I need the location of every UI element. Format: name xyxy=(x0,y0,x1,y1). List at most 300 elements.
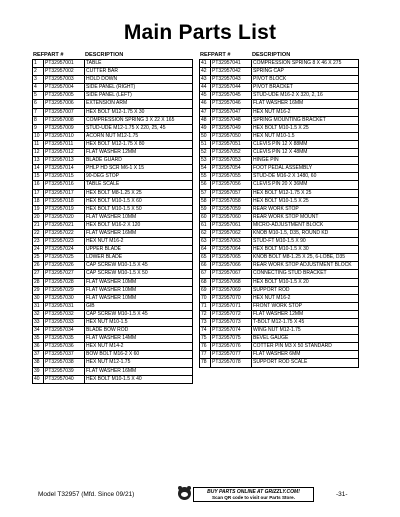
part-number-cell: PT32957007 xyxy=(44,109,85,116)
ref-cell: 69 xyxy=(200,287,211,294)
table-row xyxy=(200,198,358,206)
ref-cell: 25 xyxy=(33,254,44,261)
table-row xyxy=(33,149,192,157)
table-row xyxy=(200,68,358,76)
part-number-cell: PT32957036 xyxy=(44,343,85,350)
description-cell: HEX BOLT M10-1.5 X 25 xyxy=(253,197,309,204)
part-number-cell: PT32957050 xyxy=(211,133,252,140)
ref-cell: 9 xyxy=(33,125,44,132)
table-row xyxy=(33,68,192,76)
ref-cell: 66 xyxy=(200,262,211,269)
table-row xyxy=(200,76,358,84)
table-row xyxy=(200,141,358,149)
table-row xyxy=(33,222,192,230)
part-number-cell: PT32957051 xyxy=(211,141,252,148)
table-row xyxy=(200,125,358,133)
ref-cell: 43 xyxy=(200,76,211,83)
ref-cell: 23 xyxy=(33,238,44,245)
table-row xyxy=(200,311,358,319)
part-number-cell: PT32957011 xyxy=(44,141,85,148)
description-cell: FLAT WASHER 16MM xyxy=(86,367,137,374)
part-number-cell: PT32957077 xyxy=(211,351,252,358)
description-cell: SPRING MOUNTING BRACKET xyxy=(253,116,326,123)
ref-cell: 13 xyxy=(33,157,44,164)
table-row xyxy=(200,351,358,359)
description-cell: STUD-UDE M12-1.75 X 220, 25, 45 xyxy=(86,124,166,131)
description-cell: STUD-UDE M16-2 X 320, 2, 16 xyxy=(253,92,323,99)
ref-cell: 63 xyxy=(200,238,211,245)
ref-cell: 32 xyxy=(33,311,44,318)
part-number-cell: PT32957055 xyxy=(211,173,252,180)
table-row xyxy=(200,157,358,165)
ref-cell: 72 xyxy=(200,311,211,318)
part-number-cell: PT32957058 xyxy=(211,198,252,205)
ref-cell: 27 xyxy=(33,270,44,277)
description-cell: CAP SCREW M10-1.5 X 45 xyxy=(86,310,148,317)
ref-cell: 36 xyxy=(33,343,44,350)
description-cell: PIVOT BRACKET xyxy=(253,84,293,91)
ref-cell: 48 xyxy=(200,117,211,124)
part-number-cell: PT32957047 xyxy=(211,109,252,116)
description-cell: FOOT PEDAL ASSEMBLY xyxy=(253,165,313,172)
table-header xyxy=(199,50,359,59)
part-number-cell: PT32957016 xyxy=(44,181,85,188)
ref-cell: 68 xyxy=(200,279,211,286)
table-row xyxy=(33,270,192,278)
ref-cell: 77 xyxy=(200,351,211,358)
description-header: DESCRIPTION xyxy=(85,52,124,58)
table-row xyxy=(33,117,192,125)
part-number-cell: PT32957070 xyxy=(211,295,252,302)
table-row xyxy=(33,368,192,376)
description-cell: HEX NUT M16-2 xyxy=(253,294,291,301)
ref-cell: 35 xyxy=(33,335,44,342)
description-cell: TABLE SCALE xyxy=(86,181,120,188)
part-number-cell: PT32957046 xyxy=(211,100,252,107)
ref-cell: 17 xyxy=(33,190,44,197)
table-row xyxy=(33,100,192,108)
description-cell: STUD-FT M10-1.5 X 90 xyxy=(253,238,306,245)
part-number-cell: PT32957039 xyxy=(44,368,85,375)
table-row xyxy=(33,295,192,303)
description-header: DESCRIPTION xyxy=(252,52,291,58)
description-cell: COMPRESSION SPRING 3 X 22 X 165 xyxy=(86,116,175,123)
part-number-cell: PT32957033 xyxy=(44,319,85,326)
description-cell: EXTENSION ARM xyxy=(86,100,128,107)
table-row xyxy=(200,319,358,327)
description-cell: HEX BOLT M12-1.75 X 80 xyxy=(86,140,145,147)
ref-cell: 16 xyxy=(33,181,44,188)
table-row xyxy=(33,181,192,189)
promo-headline: BUY PARTS ONLINE AT GRIZZLY.COM! xyxy=(207,488,300,495)
table-row xyxy=(200,270,358,278)
ref-cell: 20 xyxy=(33,214,44,221)
description-cell: FLAT WASHER 10MM xyxy=(86,278,137,285)
ref-cell: 76 xyxy=(200,343,211,350)
table-row xyxy=(33,84,192,92)
description-cell: CLEVIS PIN 12 X 48MM xyxy=(253,149,308,156)
description-cell: HEX BOLT M10-1.5 X 25 xyxy=(253,124,309,131)
part-number-header: PART # xyxy=(44,52,64,58)
table-row xyxy=(200,92,358,100)
description-cell: FLAT WASHER 12MM xyxy=(253,310,304,317)
description-cell: COTTER PIN M3 X 50 STANDARD xyxy=(253,343,332,350)
part-number-cell: PT32957075 xyxy=(211,335,252,342)
grizzly-bear-logo-icon xyxy=(178,487,191,500)
description-cell: HEX BOLT M10-1.5 X 40 xyxy=(86,375,142,382)
description-cell: LOWER BLADE xyxy=(86,254,123,261)
ref-cell: 71 xyxy=(200,303,211,310)
ref-cell: 4 xyxy=(33,84,44,91)
table-row xyxy=(33,133,192,141)
table-row xyxy=(200,327,358,335)
part-number-cell: PT32957059 xyxy=(211,206,252,213)
description-cell: CLEVIS PIN 20 X 36MM xyxy=(253,181,308,188)
description-cell: CLEVIS PIN 12 X 88MM xyxy=(253,140,308,147)
table-row xyxy=(33,198,192,206)
description-cell: FLAT WASHER 12MM xyxy=(86,149,137,156)
ref-cell: 67 xyxy=(200,270,211,277)
description-cell: BLADE GUARD xyxy=(86,157,122,164)
ref-cell: 30 xyxy=(33,295,44,302)
ref-cell: 29 xyxy=(33,287,44,294)
ref-cell: 26 xyxy=(33,262,44,269)
table-row xyxy=(33,303,192,311)
table-row xyxy=(33,141,192,149)
ref-cell: 62 xyxy=(200,230,211,237)
description-cell: BLADE BOW ROD xyxy=(86,327,129,334)
table-row xyxy=(200,359,358,367)
part-number-cell: PT32957005 xyxy=(44,92,85,99)
ref-cell: 28 xyxy=(33,279,44,286)
ref-cell: 18 xyxy=(33,198,44,205)
description-cell: HEX BOLT M10-1.5 X 30 xyxy=(253,246,309,253)
ref-cell: 6 xyxy=(33,100,44,107)
part-number-cell: PT32957042 xyxy=(211,68,252,75)
description-cell: TABLE xyxy=(86,60,102,66)
description-cell: STUD-DE M16-2 X 1480, 60 xyxy=(253,173,317,180)
ref-cell: 60 xyxy=(200,214,211,221)
part-number-cell: PT32957037 xyxy=(44,351,85,358)
table-row xyxy=(33,173,192,181)
part-number-cell: PT32957066 xyxy=(211,262,252,269)
ref-cell: 11 xyxy=(33,141,44,148)
description-cell: HEX NUT M16-2 xyxy=(86,238,124,245)
part-number-cell: PT32957076 xyxy=(211,343,252,350)
part-number-cell: PT32957004 xyxy=(44,84,85,91)
part-number-cell: PT32957056 xyxy=(211,181,252,188)
description-cell: ACORN NUT M12-1.75 xyxy=(86,132,139,139)
ref-cell: 31 xyxy=(33,303,44,310)
table-row xyxy=(33,343,192,351)
table-row xyxy=(200,173,358,181)
part-number-cell: PT32957010 xyxy=(44,133,85,140)
table-row xyxy=(200,262,358,270)
part-number-cell: PT32957054 xyxy=(211,165,252,172)
ref-cell: 58 xyxy=(200,198,211,205)
ref-cell: 65 xyxy=(200,254,211,261)
table-row xyxy=(200,100,358,108)
table-row xyxy=(200,246,358,254)
part-number-cell: PT32957024 xyxy=(44,246,85,253)
description-cell: HEX NUT M10-1.5 xyxy=(86,319,128,325)
table-row xyxy=(33,335,192,343)
table-row xyxy=(33,287,192,295)
table-row xyxy=(33,60,192,68)
description-cell: MICRO-ADJUSTMENT BLOCK xyxy=(253,221,324,228)
ref-cell: 14 xyxy=(33,165,44,172)
ref-cell: 8 xyxy=(33,117,44,124)
part-number-cell: PT32957071 xyxy=(211,303,252,310)
description-cell: PIVOT BLOCK xyxy=(253,76,287,83)
description-cell: FLAT WASHER 6MM xyxy=(253,351,301,358)
part-number-cell: PT32957041 xyxy=(211,60,252,67)
ref-cell: 49 xyxy=(200,125,211,132)
description-cell: CONNECTING STUD BRACKET xyxy=(253,270,327,277)
part-number-cell: PT32957012 xyxy=(44,149,85,156)
ref-cell: 70 xyxy=(200,295,211,302)
ref-cell: 52 xyxy=(200,149,211,156)
description-cell: 90-DEG STOP xyxy=(86,173,119,180)
part-number-cell: PT32957014 xyxy=(44,165,85,172)
description-cell: KNOB M10-1.5, D35, ROUND KD xyxy=(253,229,329,236)
table-row xyxy=(200,214,358,222)
ref-cell: 74 xyxy=(200,327,211,334)
table-row xyxy=(33,109,192,117)
table-row xyxy=(33,76,192,84)
description-cell: HEX BOLT M8-1.25 X 25 xyxy=(86,189,142,196)
ref-cell: 19 xyxy=(33,206,44,213)
part-number-cell: PT32957029 xyxy=(44,287,85,294)
page-title: Main Parts List xyxy=(123,21,277,44)
part-number-cell: PT32957045 xyxy=(211,92,252,99)
description-cell: FRONT WORK STOP xyxy=(253,302,302,309)
ref-cell: 1 xyxy=(33,60,44,67)
part-number-cell: PT32957069 xyxy=(211,287,252,294)
part-number-cell: PT32957060 xyxy=(211,214,252,221)
ref-cell: 50 xyxy=(200,133,211,140)
ref-cell: 57 xyxy=(200,190,211,197)
part-number-cell: PT32957022 xyxy=(44,230,85,237)
ref-cell: 61 xyxy=(200,222,211,229)
table-row xyxy=(33,190,192,198)
part-number-cell: PT32957026 xyxy=(44,262,85,269)
table-row xyxy=(33,279,192,287)
table-row xyxy=(200,84,358,92)
ref-cell: 44 xyxy=(200,84,211,91)
description-cell: FLAT WASHER 16MM xyxy=(253,100,304,107)
description-cell: SUPPORT ROD SCALE xyxy=(253,359,308,366)
ref-cell: 2 xyxy=(33,68,44,75)
description-cell: KNOB BOLT M8-1.25 X 25, 6-LOBE, D35 xyxy=(253,254,346,261)
part-number-cell: PT32957068 xyxy=(211,279,252,286)
part-number-header: PART # xyxy=(211,52,231,58)
part-number-cell: PT32957009 xyxy=(44,125,85,132)
description-cell: HEX BOLT M12-1.75 X 30 xyxy=(86,108,145,115)
description-cell: FLAT WASHER 16MM xyxy=(86,229,137,236)
part-number-cell: PT32957030 xyxy=(44,295,85,302)
table-row xyxy=(200,279,358,287)
description-cell: CUTTER BAR xyxy=(86,68,118,75)
table-row xyxy=(33,157,192,165)
part-number-cell: PT32957018 xyxy=(44,198,85,205)
description-cell: HOLD DOWN xyxy=(86,76,118,83)
part-number-cell: PT32957035 xyxy=(44,335,85,342)
part-number-cell: PT32957027 xyxy=(44,270,85,277)
part-number-cell: PT32957003 xyxy=(44,76,85,83)
description-cell: HEX BOLT M10-1.5 X 50 xyxy=(86,205,142,212)
table-row xyxy=(33,238,192,246)
ref-header: REF xyxy=(33,52,45,58)
part-number-cell: PT32957019 xyxy=(44,206,85,213)
ref-cell: 33 xyxy=(33,319,44,326)
description-cell: HEX NUT M14-2 xyxy=(86,343,124,350)
description-cell: UPPER BLADE xyxy=(86,246,122,253)
description-cell: PHLP HD SCR M6-1 X 15 xyxy=(86,165,144,172)
table-header xyxy=(32,50,193,59)
description-cell: HEX BOLT M12-1.75 X 25 xyxy=(253,189,312,196)
table-row xyxy=(200,222,358,230)
description-cell: HEX BOLT M10-1.5 X 60 xyxy=(86,197,142,204)
part-number-cell: PT32957021 xyxy=(44,222,85,229)
description-cell: HEX BOLT M16-2 X 120 xyxy=(86,221,141,228)
table-row xyxy=(33,246,192,254)
table-row xyxy=(200,295,358,303)
table-row xyxy=(200,343,358,351)
description-cell: FLAT WASHER 14MM xyxy=(86,335,137,342)
table-row xyxy=(200,165,358,173)
description-cell: HEX NUT M10-1.5 xyxy=(253,132,295,139)
ref-cell: 34 xyxy=(33,327,44,334)
part-number-cell: PT32957043 xyxy=(211,76,252,83)
part-number-cell: PT32957052 xyxy=(211,149,252,156)
page-number: -31- xyxy=(336,491,348,498)
table-row xyxy=(33,254,192,262)
parts-table-left xyxy=(32,50,193,384)
ref-cell: 15 xyxy=(33,173,44,180)
ref-cell: 75 xyxy=(200,335,211,342)
part-number-cell: PT32957062 xyxy=(211,230,252,237)
description-cell: CAP SCREW M10-1.5 X 45 xyxy=(86,262,148,269)
table-row xyxy=(33,230,192,238)
part-number-cell: PT32957013 xyxy=(44,157,85,164)
description-cell: HEX BOLT M10-1.5 X 20 xyxy=(253,278,309,285)
description-cell: SIDE PANEL (RIGHT) xyxy=(86,84,136,91)
description-cell: SUPPORT ROD xyxy=(253,286,290,293)
ref-cell: 54 xyxy=(200,165,211,172)
part-number-cell: PT32957078 xyxy=(211,359,252,366)
parts-store-banner[interactable] xyxy=(193,487,314,502)
ref-cell: 5 xyxy=(33,92,44,99)
description-cell: REAR WORK STOP ADJUSTMENT BLOCK xyxy=(253,262,352,269)
description-cell: COMPRESSION SPRING 8 X 46 X 275 xyxy=(253,60,342,66)
part-number-cell: PT32957061 xyxy=(211,222,252,229)
description-cell: HEX NUT M16-2 xyxy=(253,108,291,115)
part-number-cell: PT32957002 xyxy=(44,68,85,75)
ref-cell: 21 xyxy=(33,222,44,229)
table-row xyxy=(33,125,192,133)
table-row xyxy=(200,206,358,214)
table-row xyxy=(200,109,358,117)
parts-table-right xyxy=(199,50,359,368)
table-row xyxy=(33,262,192,270)
table-row xyxy=(200,287,358,295)
part-number-cell: PT32957028 xyxy=(44,279,85,286)
description-cell: FLAT WASHER 10MM xyxy=(86,213,137,220)
description-cell: SIDE PANEL (LEFT) xyxy=(86,92,132,99)
table-row xyxy=(200,60,358,68)
ref-cell: 39 xyxy=(33,368,44,375)
table-row xyxy=(200,230,358,238)
ref-cell: 24 xyxy=(33,246,44,253)
part-number-cell: PT32957040 xyxy=(44,376,85,383)
description-cell: REAR WORK STOP MOUNT xyxy=(253,213,319,220)
model-label: Model T32957 (Mfd. Since 09/21) xyxy=(38,491,135,498)
ref-cell: 56 xyxy=(200,181,211,188)
table-row xyxy=(33,359,192,367)
description-cell: BOW BOLT M16-2 X 60 xyxy=(86,351,140,358)
description-cell: T-BOLT M12-1.75 X 45 xyxy=(253,319,305,325)
table-row xyxy=(33,376,192,384)
part-number-cell: PT32957063 xyxy=(211,238,252,245)
table-row xyxy=(33,351,192,359)
part-number-cell: PT32957074 xyxy=(211,327,252,334)
ref-cell: 37 xyxy=(33,351,44,358)
table-row xyxy=(33,327,192,335)
description-cell: SPRING CAP xyxy=(253,68,284,75)
ref-cell: 10 xyxy=(33,133,44,140)
description-cell: GIB xyxy=(86,302,95,309)
table-row xyxy=(33,214,192,222)
ref-cell: 12 xyxy=(33,149,44,156)
table-row xyxy=(200,254,358,262)
part-number-cell: PT32957031 xyxy=(44,303,85,310)
description-cell: WING NUT M12-1.75 xyxy=(253,327,301,334)
ref-cell: 73 xyxy=(200,319,211,326)
description-cell: FLAT WASHER 10MM xyxy=(86,286,137,293)
ref-cell: 47 xyxy=(200,109,211,116)
part-number-cell: PT32957017 xyxy=(44,190,85,197)
part-number-cell: PT32957072 xyxy=(211,311,252,318)
ref-cell: 45 xyxy=(200,92,211,99)
description-cell: REAR WORK STOP xyxy=(253,205,299,212)
ref-cell: 59 xyxy=(200,206,211,213)
part-number-cell: PT32957034 xyxy=(44,327,85,334)
ref-cell: 40 xyxy=(33,376,44,383)
ref-cell: 51 xyxy=(200,141,211,148)
part-number-cell: PT32957038 xyxy=(44,359,85,366)
description-cell: HINGE PIN xyxy=(253,157,279,164)
description-cell: FLAT WASHER 10MM xyxy=(86,294,137,301)
table-row xyxy=(33,92,192,100)
ref-cell: 78 xyxy=(200,359,211,366)
table-row xyxy=(200,117,358,125)
table-row xyxy=(200,303,358,311)
part-number-cell: PT32957032 xyxy=(44,311,85,318)
ref-cell: 42 xyxy=(200,68,211,75)
part-number-cell: PT32957044 xyxy=(211,84,252,91)
part-number-cell: PT32957064 xyxy=(211,246,252,253)
table-row xyxy=(200,238,358,246)
table-row xyxy=(33,206,192,214)
part-number-cell: PT32957008 xyxy=(44,117,85,124)
part-number-cell: PT32957057 xyxy=(211,190,252,197)
part-number-cell: PT32957048 xyxy=(211,117,252,124)
part-number-cell: PT32957065 xyxy=(211,254,252,261)
ref-cell: 38 xyxy=(33,359,44,366)
part-number-cell: PT32957006 xyxy=(44,100,85,107)
ref-cell: 53 xyxy=(200,157,211,164)
